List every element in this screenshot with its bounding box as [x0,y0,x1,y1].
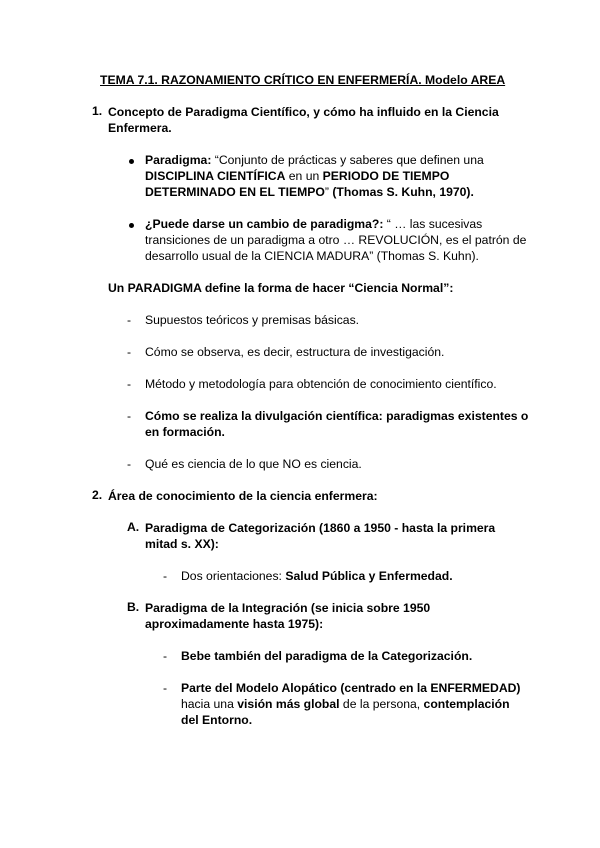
list-dash: - [127,345,132,359]
list-item-bold-line1: Cómo se realiza la divulgación científica: paradigmas existentes o [145,409,529,423]
section-1-number: 1. [92,104,103,118]
a-item-bold: Salud Pública y Enfermedad. [285,569,453,583]
bullet-dot [129,159,134,164]
paradigma-bold-2: PERIODO DE TIEMPO [322,169,450,183]
paradigma-citation: (Thomas S. Kuhn, 1970). [332,185,474,199]
cambio-label: ¿Puede darse un cambio de paradigma?: [145,217,384,231]
list-item: Qué es ciencia de lo que NO es ciencia. [145,457,362,471]
bullet-cambio-paradigma [145,216,526,264]
subsection-b-item-1: Bebe también del paradigma de la Categorización. [181,649,473,663]
bullet-dot [129,223,134,228]
b-item2-bold2: contemplación [423,697,510,711]
subsection-b-item-2 [181,680,520,728]
list-dash: - [127,313,132,327]
b-item2-line1: Parte del Modelo Alopático (centrado en la ENFERMEDAD) [181,681,521,695]
subsection-b-heading [145,600,430,632]
cambio-text-2: transiciones de un paradigma a otro … REVOLUCIÓN, es el patrón de [145,233,527,247]
subsection-a-heading [145,520,495,552]
list-dash: - [127,409,132,423]
paradigma-label: Paradigma: [145,153,212,167]
subsection-a-line2: mitad s. XX): [145,537,219,551]
section-2-heading: Área de conocimiento de la ciencia enfermera: [108,489,378,503]
cambio-text-1: “ … las sucesivas [383,217,483,231]
cambio-text-3: desarrollo usual de la CIENCIA MADURA” (Thomas S. Kuhn). [145,249,479,263]
subsection-a-line1: Paradigma de Categorización (1860 a 1950 - hasta la primera [145,521,496,535]
paradigma-bold-1: DISCIPLINA CIENTÍFICA [145,169,286,183]
list-item: Cómo se observa, es decir, estructura de investigación. [145,345,445,359]
paradigma-paragraph: Un PARADIGMA define la forma de hacer “Ciencia Normal”: [108,281,454,295]
list-item-bold-line2: en formación. [145,425,225,439]
section-1-heading-line2: Enfermera. [108,121,172,135]
list-dash: - [127,377,132,391]
section-2-number: 2. [92,488,103,502]
b-item2-bold1: visión más global [237,697,340,711]
document-title: TEMA 7.1. RAZONAMIENTO CRÍTICO EN ENFERMERÍA. Modelo AREA [100,73,506,87]
subsection-b-line1: Paradigma de la Integración (se inicia sobre 1950 [145,601,431,615]
list-item: Método y metodología para obtención de conocimiento científico. [145,377,497,391]
b-item2-text2: de la persona, [339,697,424,711]
section-1-heading-line1: Concepto de Paradigma Científico, y cómo ha influido en la Ciencia [108,105,499,119]
list-item: Supuestos teóricos y premisas básicas. [145,313,360,327]
paradigma-text-1: “Conjunto de prácticas y saberes que definen una [211,153,484,167]
subsection-b-line2: aproximadamente hasta 1975): [145,617,324,631]
b-item2-line3: del Entorno. [181,713,253,727]
list-dash: - [163,569,168,583]
list-item-bold [145,408,528,440]
list-dash: - [127,457,132,471]
paradigma-text-2: en un [285,169,323,183]
section-1-heading [108,104,499,136]
list-dash: - [163,649,168,663]
bullet-paradigma [145,152,484,200]
paradigma-bold-3: DETERMINADO EN EL TIEMPO [145,185,325,199]
b-item2-text1: hacia una [181,697,238,711]
a-item-text: Dos orientaciones: [181,569,286,583]
subsection-a-letter: A. [127,520,140,534]
subsection-b-letter: B. [127,600,140,614]
paradigma-text-3: ” [324,185,333,199]
subsection-a-item [181,568,453,584]
list-dash: - [163,681,168,695]
